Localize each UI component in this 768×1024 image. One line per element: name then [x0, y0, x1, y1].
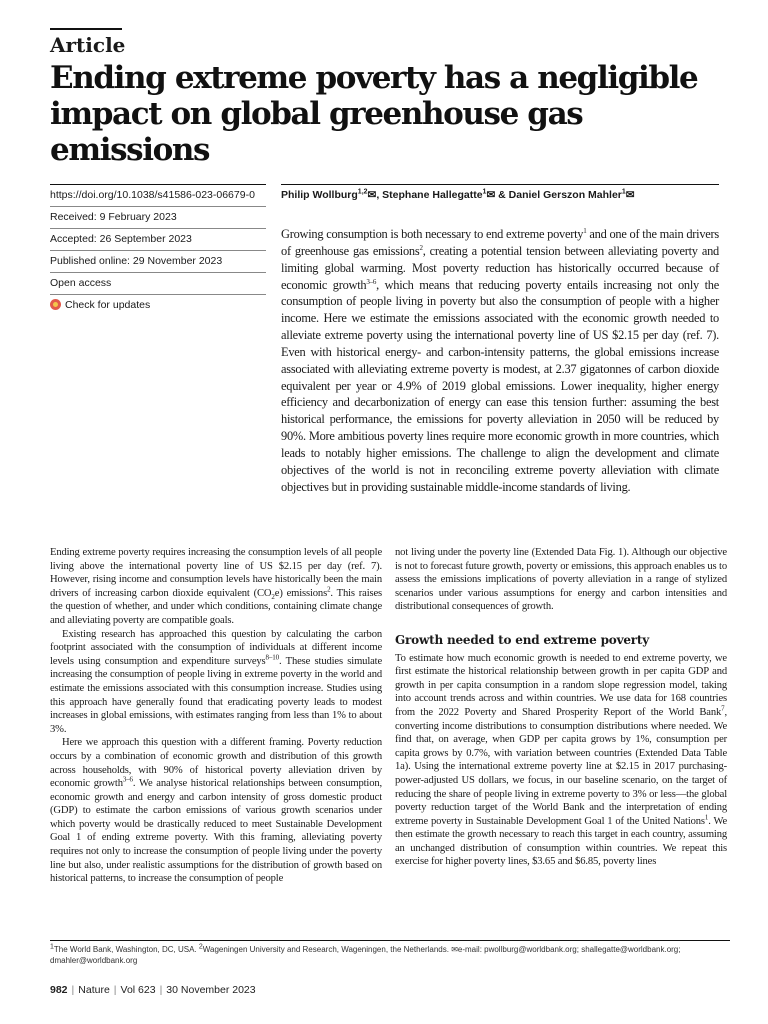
check-updates-icon: [50, 299, 61, 310]
email-icon[interactable]: ✉: [625, 189, 635, 201]
article-label: Article: [50, 28, 122, 57]
journal-name: Nature: [78, 984, 110, 996]
abstract: Growing consumption is both necessary to end extreme poverty$^1$ and one of the main drivers of greenhouse gas emissions$^2$, creating a potential tension between alleviating poverty and limiting global warming. Most poverty reduction has historically occurred because of economic growth$^{3-6}$, which means that reducing poverty entails increasing not only the consumption of people living in poverty but also the consumption of people with a higher income. Here we estimate the emissions associated with the economic growth needed to alleviate extreme poverty using the international poverty line of US $2.15 per day (ref. 7). Even with historical energy- and carbon-intensity patterns, the global emissions increase associated with alleviating extreme poverty is modest, at 2.37 gigatonnes of carbon dioxide equivalent per year or 4.9% of 2019 global emissions. Lower inequality, higher energy efficiency and decarbonization of energy can ease this tension further: assuming the best historical performance, the emissions for poverty alleviation in 2050 will be reduced by 90%. More ambitious poverty lines require more economic growth in more countries, which leads to notably higher emissions. The challenge to align the development and climate objectives of the world is not in reconciling extreme poverty alleviation with climate objectives but in providing sustainable middle-income standards of living.: [281, 226, 719, 494]
check-updates-link[interactable]: [50, 294, 266, 316]
body-paragraph: Here we approach this question with a different framing. Poverty reduction occurs by a combination of economic growth and distribution of this growth across households, with 90% of historical poverty alleviation driven by economic growth$^{3-6}$. We analyse historical relationships between consumption, economic growth and energy and carbon intensity of gross domestic product (GDP) to estimate the carbon emissions of various growth scenarios under which poverty would be drastically reduced to meet Sustainable Development Goal 1 of ending extreme poverty. With this framing, alleviating poverty requires not only to increase the consumption of people living under the poverty line but also, under realistic assumptions for the distribution of growth based on historical patterns, to increase the consumption of people: [50, 737, 383, 885]
affiliations-footnote: $^1$The World Bank, Washington, DC, USA. $^2$Wageningen University and Research, Wageningen, the Netherlands. ✉e-mail: pwollburg@worldbank.org; shallegatte@worldbank.org; dmahler@worldbank.org: [50, 940, 730, 966]
page-footer: 982 | Nature | Vol 623 | 30 November 2023: [50, 984, 256, 996]
body-paragraph: Ending extreme poverty requires increasing the consumption levels of all people living above the international poverty line of US $2.15 per day (ref. 7). However, rising income and consumption levels have historically been the main drivers of increasing carbon dioxide equivalent $(CO_2e)$ emissions$^2$. This raises the question of whether, and under which conditions, containing climate change and alleviating poverty are compatible goals.: [50, 547, 382, 626]
email-icon[interactable]: ✉: [486, 189, 496, 201]
body-column-left: [50, 546, 382, 886]
doi-link[interactable]: https://doi.org/10.1038/s41586-023-06679-0: [50, 184, 266, 206]
body-paragraph: not living under the poverty line (Extended Data Fig. 1). Although our objective is not to forecast future growth, poverty or emissions, this approach enables us to assess the emissions implications of poverty alleviation in a range of stylized scenarios under various assumptions for energy and carbon intensities and distributional consequences of growth.: [395, 547, 727, 613]
article-meta: [50, 184, 266, 316]
author-list: Philip Wollburg$^{1,2}$✉, Stephane Hallegatte$^1$✉ & Daniel Gerszon Mahler$^1$✉: [281, 184, 719, 202]
page-number: 982: [50, 984, 68, 996]
open-access-label: Open access: [50, 272, 266, 294]
published-date: Published online: 29 November 2023: [50, 250, 266, 272]
article-title: Ending extreme poverty has a negligible impact on global greenhouse gas emissions: [50, 60, 698, 168]
body-paragraph: To estimate how much economic growth is needed to end extreme poverty, we first estimate the historical relationship between growth in per capita GDP and growth in per capita consumption in a random slope regression model, taking into account trends across and within countries. We use data for 168 countries from the 2022 Poverty and Shared Prosperity Report of the World Bank$^7$, converting income distributions to consumption distributions where needed. We find that, on average, when GDP per capita grows by 1%, consumption per capita grows by 0.7%, with variation between countries (Extended Data Table 1a). Using the international extreme poverty line at $2.15 in 2017 purchasing-power-adjusted US dollars, we focus, in our baseline scenario, on the target of reducing the share of people living in extreme poverty to 3% or less—the global poverty reduction target of the World Bank and the interpretation of ending extreme poverty in Sustainable Development Goal 1 of the United Nations$^1$. We then estimate the growth necessary to reach this target in each country, assuming an unchanged distribution of consumption within countries. We repeat this exercise for higher poverty lines, $3.65 and $6.85, poverty lines: [395, 652, 728, 868]
body-column-right: [395, 546, 727, 869]
volume: Vol 623: [120, 984, 156, 996]
email-icon[interactable]: ✉: [367, 189, 377, 201]
issue-date: 30 November 2023: [166, 984, 256, 996]
received-date: Received: 9 February 2023: [50, 206, 266, 228]
check-updates-label: Check for updates: [65, 299, 151, 311]
section-heading: Growth needed to end extreme poverty: [395, 632, 650, 647]
body-paragraph: Existing research has approached this question by calculating the carbon footprint associated with the consumption of individuals at different income levels using consumption and expenditure surveys$^{8-10}$. These studies simulate increasing the consumption of people living in extreme poverty in the world and estimate the emissions associated with this consumption increase. Studies using this approach have generally found that eradicating poverty leads to modest increases in global emissions, with estimates ranging from less than 1% to about 3%.: [50, 628, 383, 735]
email-icon: ✉: [451, 945, 458, 954]
accepted-date: Accepted: 26 September 2023: [50, 228, 266, 250]
